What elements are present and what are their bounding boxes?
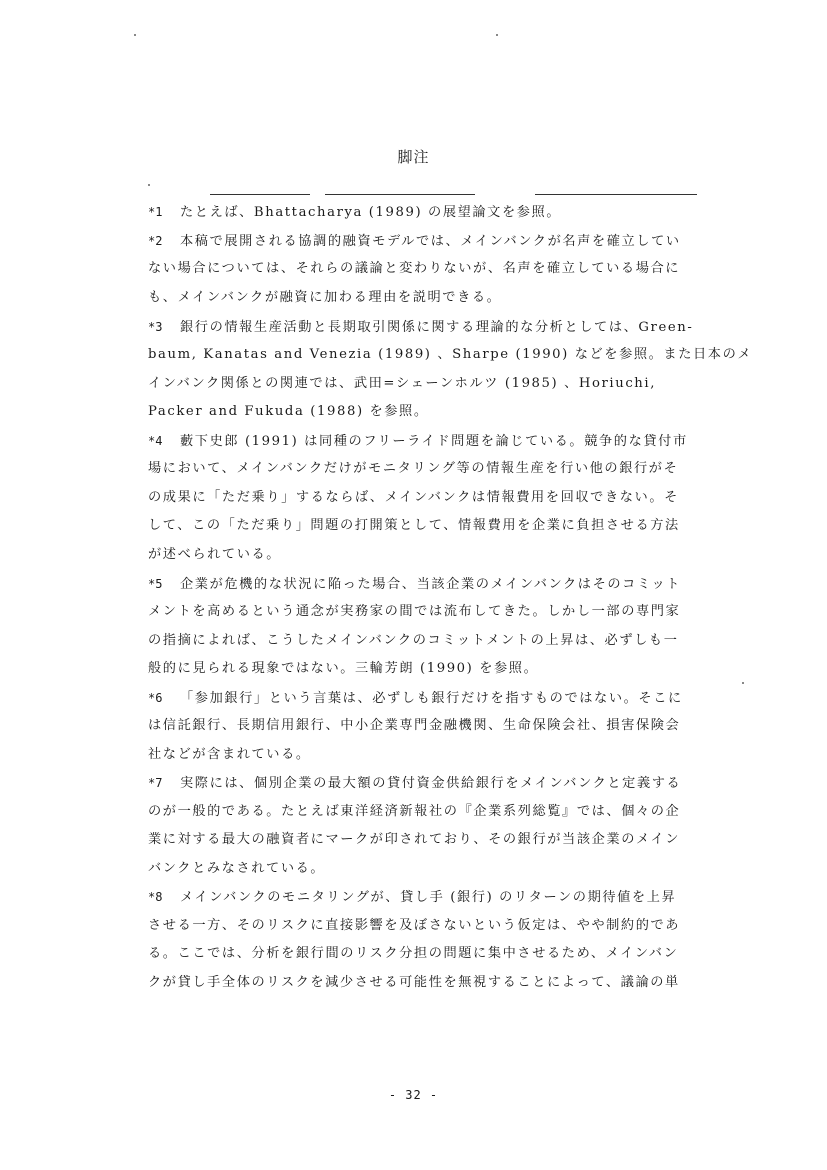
footnote-marker: *2 xyxy=(148,234,163,248)
footnote-7-line-4: バンクとみなされている。 xyxy=(148,861,326,876)
footnote-3-line-2: baum, Kanatas and Venezia (1989) 、Sharpe (1990) などを参照。また日本のメ xyxy=(148,347,753,362)
footnote-3 xyxy=(148,318,708,337)
footnote-1 xyxy=(148,203,708,222)
separator-rule xyxy=(535,194,697,195)
footnote-4 xyxy=(148,432,708,451)
footnote-6 xyxy=(148,689,708,708)
footnote-2-line-3: も、メインバンクが融資に加わる理由を説明できる。 xyxy=(148,290,502,305)
separator-rule xyxy=(210,194,310,195)
footnote-text-line: 銀行の情報生産活動と長期取引関係に関する理論的な分析としては、Green- xyxy=(180,320,694,335)
footnote-5-line-3: の指摘によれば、こうしたメインバンクのコミットメントの上昇は、必ずしも一 xyxy=(148,633,679,648)
footnote-text-line: 企業が危機的な状況に陥った場合、当該企業のメインバンクはそのコミット xyxy=(180,577,682,592)
separator-rule xyxy=(325,194,475,195)
footnote-5-line-4: 般的に見られる現象ではない。三輪芳朗 (1990) を参照。 xyxy=(148,661,539,676)
footnote-4-line-3: の成果に「ただ乗り」するならば、メインバンクは情報費用を回収できない。そ xyxy=(148,490,679,505)
scan-speck xyxy=(148,184,150,186)
footnote-4-line-4: して、この「ただ乗り」問題の打開策として、情報費用を企業に負担させる方法 xyxy=(148,518,680,533)
footnote-marker: *6 xyxy=(148,691,163,705)
footnote-text-line: たとえば、Bhattacharya (1989) の展望論文を参照。 xyxy=(180,205,562,220)
footnote-5-line-2: メントを高めるという通念が実務家の間では流布してきた。しかし一部の専門家 xyxy=(148,604,681,619)
footnote-marker: *1 xyxy=(148,205,163,219)
footnote-text-line: 本稿で展開される協調的融資モデルでは、メインバンクが名声を確立してい xyxy=(180,234,681,249)
footnote-7-line-3: 業に対する最大の融資者にマークが印されており、その銀行が当該企業のメイン xyxy=(148,832,681,847)
footnote-text-line: 「参加銀行」という言葉は、必ずしも銀行だけを指すものではない。そこに xyxy=(180,691,683,706)
footnote-marker: *7 xyxy=(148,776,163,790)
footnote-5 xyxy=(148,575,708,594)
footnote-2 xyxy=(148,232,708,251)
footnote-4-line-5: が述べられている。 xyxy=(148,547,282,562)
footnote-text-line: メインバンクのモニタリングが、貸し手 (銀行) のリターンの期待値を上昇 xyxy=(180,890,677,905)
footnote-text-line: 実際には、個別企業の最大額の貸付資金供給銀行をメインバンクと定義する xyxy=(180,776,682,791)
footnote-8 xyxy=(148,888,708,907)
scan-speck xyxy=(742,682,744,684)
footnote-7 xyxy=(148,774,708,793)
scan-speck xyxy=(134,34,136,36)
footnote-7-line-2: のが一般的である。たとえば東洋経済新報社の『企業系列総覧』では、個々の企 xyxy=(148,804,681,819)
scan-speck xyxy=(496,34,498,36)
footnote-6-line-2: は信託銀行、長期信用銀行、中小企業専門金融機関、生命保険会社、損害保険会 xyxy=(148,718,681,733)
footnote-4-line-2: 場において、メインバンクだけがモニタリング等の情報生産を行い他の銀行がそ xyxy=(148,461,679,476)
footnote-marker: *8 xyxy=(148,890,163,904)
footnote-3-line-3: インバンク関係との関連では、武田=シェーンホルツ (1985) 、Horiuchi, xyxy=(148,376,657,391)
page-title: 脚注 xyxy=(397,148,430,166)
footnote-8-line-4: クが貸し手全体のリスクを減少させる可能性を無視することによって、議論の単 xyxy=(148,975,680,990)
page-number: - 32 - xyxy=(388,1088,439,1102)
footnote-3-line-4: Packer and Fukuda (1988) を参照。 xyxy=(148,404,429,419)
footnote-marker: *5 xyxy=(148,577,163,591)
footnote-2-line-2: ない場合については、それらの議論と変わりないが、名声を確立している場合に xyxy=(148,261,681,276)
footnote-marker: *4 xyxy=(148,434,163,448)
footnote-6-line-3: 社などが含まれている。 xyxy=(148,747,311,762)
footnote-marker: *3 xyxy=(148,320,163,334)
footnote-8-line-2: させる一方、そのリスクに直接影響を及ぼさないという仮定は、やや制約的であ xyxy=(148,918,681,933)
footnote-8-line-3: る。ここでは、分析を銀行間のリスク分担の問題に集中させるため、メインバン xyxy=(148,946,679,961)
footnote-text-line: 藪下史郎 (1991) は同種のフリーライド問題を論じている。競争的な貸付市 xyxy=(180,434,688,449)
